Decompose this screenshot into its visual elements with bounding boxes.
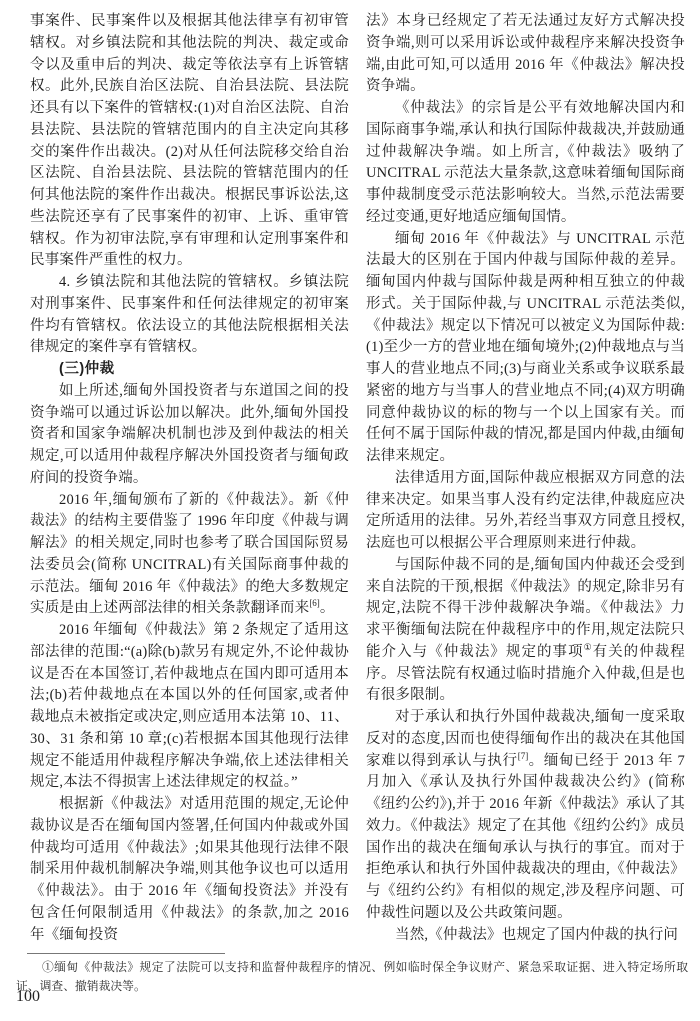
paragraph-foreign-awards xyxy=(366,707,685,925)
paragraph-text: 。 xyxy=(319,600,335,617)
paragraph-new-law xyxy=(30,490,349,621)
paragraph-jurisdiction-continuation: 事案件、民事案件以及根据其他法律享有初审管辖权。对乡镇法院和其他法院的判决、裁定或命令以及重申后的判决、裁定等依法享有上诉管辖权。此外,民族自治区法院、自治县法院、县法院还具有以下案件的管辖权:(1)对自治区法院、自治县法院、县法院的管辖范围内的自主决定向其移交的案件作出裁决。(2)对从任何法院移交给自治区法院、自治县法院、县法院的管辖范围内的任何其他法院的案件作出裁决。根据民事诉讼法,这些法院还享有了民事案件的初审、上诉、重审管辖权。作为初审法院,享有审理和认定刑事案件和民事案件严重性的权力。 xyxy=(30,13,349,269)
text-columns xyxy=(30,11,685,949)
paragraph-text: 。缅甸已经于 2013 年 7 月加入《承认及执行外国仲裁裁决公约》(简称《纽约公约》),并于 2016 年新《仲裁法》承认了其效力。《仲裁法》规定了在其他《纽约公约》成员国作出的裁决在缅甸承认与执行的事宜。而对于拒绝承认和执行外国仲裁裁决的理由,《仲裁法》与《纽约公约》有相似的规定,涉及程序问题、可仲裁性问题以及公共政策问题。 xyxy=(366,752,685,921)
paragraph-text: 与国际仲裁不同的是,缅甸国内仲裁还会受到来自法院的干预,根据《仲裁法》的规定,除非另有规定,法院不得干涉仲裁解决争端。《仲裁法》力求平衡缅甸法院在仲裁程序中的作用,规定法院只能介入与《仲裁法》规定的事项 xyxy=(366,556,685,660)
paragraph-article2-scope: 2016 年缅甸《仲裁法》第 2 条规定了适用这部法律的范围:“(a)除(b)款另有规定外,不论仲裁协议是否在本国签订,若仲裁地点在国内即可适用本法;(b)若仲裁地点在本国以外的任何国家,或者仲裁地点未被指定或决定,则应适用本法第 10、11、30、31 条和第 10 章;(c)若根据本国其他现行法律规定不能适用仲裁程序解决争端,依上述法律相关规定,本法不得损害上述法律规定的权益。” xyxy=(30,622,349,791)
citation-ref-6: [6] xyxy=(309,598,320,609)
paragraph-text: 对于承认和执行外国仲裁裁决,缅甸一度采取反对的态度,因而也使得缅甸作出的裁决在其他国家难以得到承认与执行 xyxy=(366,709,685,769)
paragraph-domestic-enforcement: 当然,《仲裁法》也规定了国内仲裁的执行问 xyxy=(395,926,679,943)
paragraph-court-intervention xyxy=(366,555,685,707)
paragraph-township-courts: 4. 乡镇法院和其他法院的管辖权。乡镇法院对刑事案件、民事案件和任何法律规定的初审案件均有管辖权。依法设立的其他法院根据相关法律规定的案件享有管辖权。 xyxy=(30,274,349,356)
page-number: 100 xyxy=(16,988,40,1005)
footnote xyxy=(16,958,688,996)
section-heading-arbitration: (三)仲裁 xyxy=(59,361,115,377)
paragraph-text: 有关的仲裁程序。尽管法院有权通过临时措施介入仲裁,但是也有很多限制。 xyxy=(366,643,685,704)
citation-ref-7: [7] xyxy=(517,750,529,761)
footnote-divider xyxy=(27,953,225,954)
footnote-text: ①缅甸《仲裁法》规定了法院可以支持和监督仲裁程序的情况、例如临时保全争议财产、紧急采取证据、进入特定场所取证、调查、撤销裁决等。 xyxy=(16,960,688,993)
paragraph-continuation: 法》本身已经规定了若无法通过友好方式解决投资争端,则可以采用诉讼或仲裁程序来解决投资争端,由此可知,可以适用 2016 年《仲裁法》解决投资争端。 xyxy=(366,13,685,95)
footnote-ref-1: ① xyxy=(583,641,593,652)
paragraph-arbitration-intro: 如上所述,缅甸外国投资者与东道国之间的投资争端可以通过诉讼加以解决。此外,缅甸外国投资者和国家争端解决机制也涉及到仲裁法的相关规定,可以适用仲裁程序解决外国投资者与缅甸政府间的投资争端。 xyxy=(30,382,349,486)
paragraph-application-scope: 根据新《仲裁法》对适用范围的规定,无论仲裁协议是否在缅甸国内签署,任何国内仲裁或外国仲裁均可适用《仲裁法》;如果其他现行法律不限制采用仲裁机制解决争端,则其他争议也可以适用《仲裁法》。由于 2016 年《缅甸投资法》并没有包含任何限制适用《仲裁法》的条款,加之 2016 年《缅甸投资 xyxy=(30,796,349,943)
left-column xyxy=(30,11,349,949)
paragraph-applicable-law: 法律适用方面,国际仲裁应根据双方同意的法律来决定。如果当事人没有约定法律,仲裁庭应决定所适用的法律。另外,若经当事双方同意且授权,法庭也可以根据公平合理原则来进行仲裁。 xyxy=(366,469,685,551)
paragraph-text: 2016 年,缅甸颁布了新的《仲裁法》。新《仲裁法》的结构主要借鉴了 1996 年印度《仲裁与调解法》的相关规定,同时也参考了联合国国际贸易法委员会(简称 UNCITRAL)有关国际商事仲裁的示范法。缅甸 2016 年《仲裁法》的绝大多数规定实质是由上述两部法律的相关条款翻译而来 xyxy=(30,491,349,617)
right-column xyxy=(366,11,685,949)
paragraph-purpose: 《仲裁法》的宗旨是公平有效地解决国内和国际商事争端,承认和执行国际仲裁裁决,并鼓励通过仲裁解决争端。如上所言,《仲裁法》吸纳了 UNCITRAL 示范法大量条款,这意味着缅甸国际商事仲裁制度受示范法影响较大。当然,示范法需要经过变通,更好地适应缅甸国情。 xyxy=(366,100,685,225)
paragraph-intl-vs-domestic: 缅甸 2016 年《仲裁法》与 UNCITRAL 示范法最大的区别在于国内仲裁与国际仲裁的差异。缅甸国内仲裁与国际仲裁是两种相互独立的仲裁形式。关于国际仲裁,与 UNCITRAL 示范法类似,《仲裁法》规定以下情况可以被定义为国际仲裁:(1)至少一方的营业地在缅甸境外;(2)仲裁地点与当事人的营业地点不同;(3)与商业关系或争议联系最紧密的地方与当事人的营业地点不同;(4)双方明确同意仲裁协议的标的物与一个以上国家有关。而任何不属于国际仲裁的情况,都是国内仲裁,由缅甸法律来规定。 xyxy=(366,230,685,464)
